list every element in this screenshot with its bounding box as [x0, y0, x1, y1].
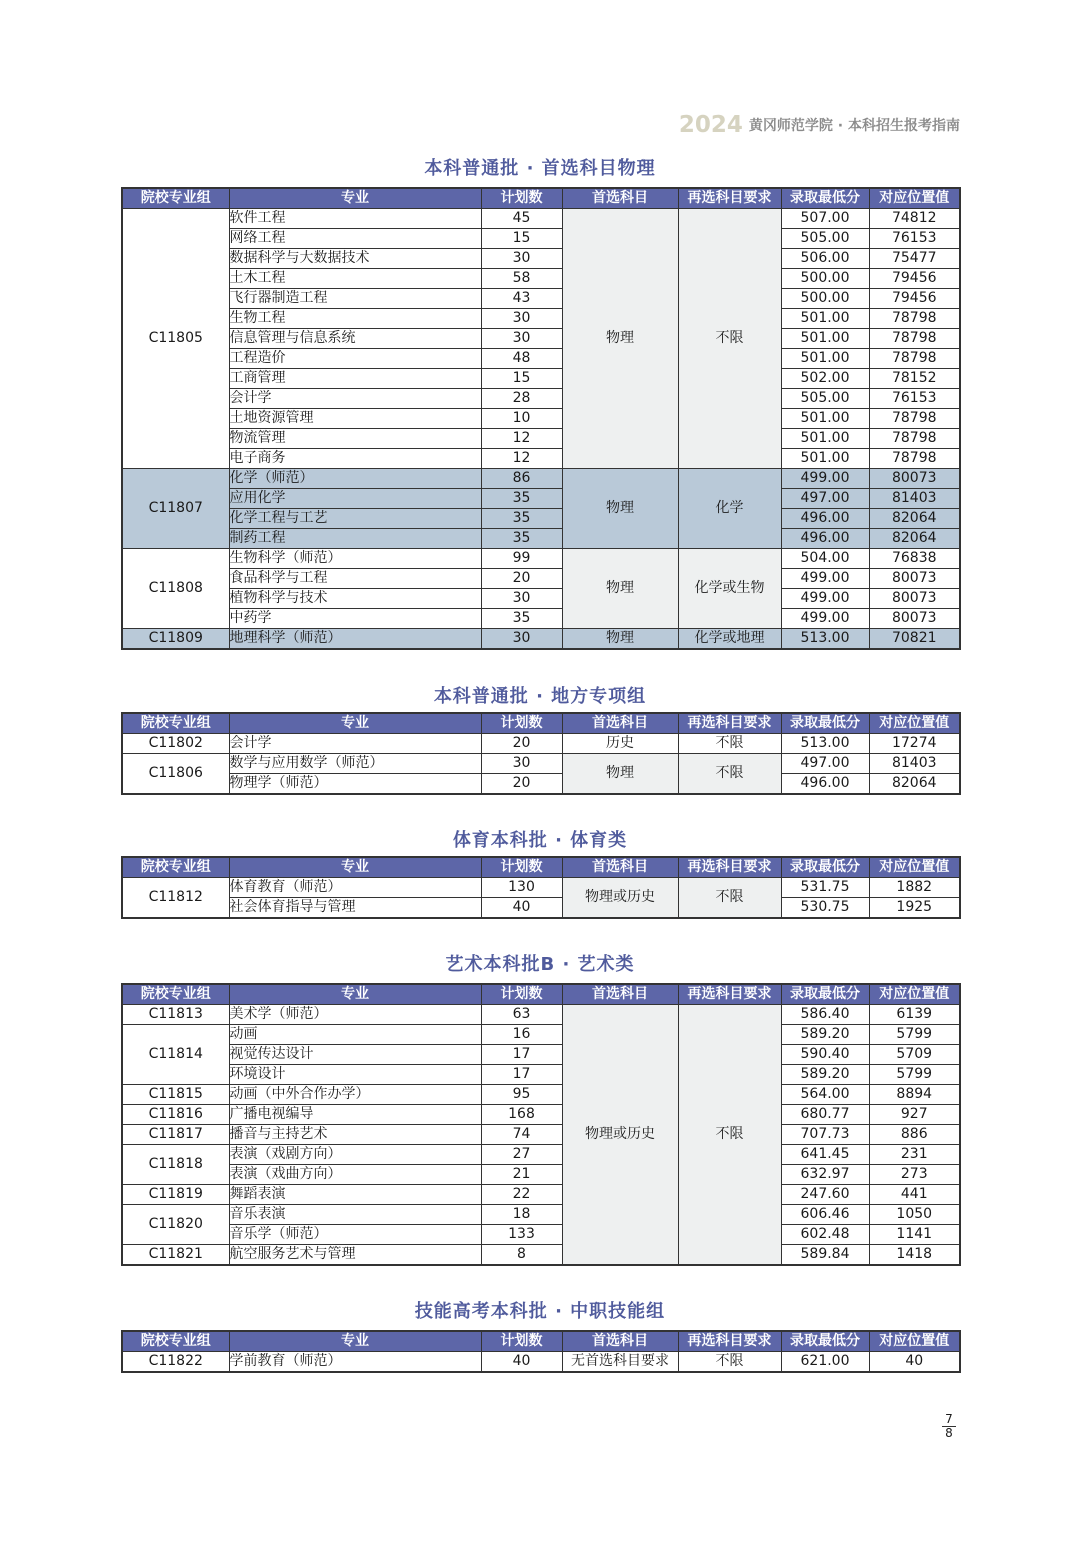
table-row — [122, 609, 960, 629]
rank-value: 82064 — [869, 509, 960, 529]
column-header: 院校专业组 — [122, 984, 229, 1005]
min-score: 500.00 — [781, 289, 869, 309]
major-name: 生物工程 — [229, 309, 481, 329]
first-subject: 物理 — [562, 549, 678, 629]
column-header: 录取最低分 — [781, 1331, 869, 1352]
rank-value: 1418 — [869, 1245, 960, 1266]
major-name: 学前教育（师范） — [229, 1352, 481, 1373]
second-subject: 化学或生物 — [678, 549, 781, 629]
group-code: C11819 — [122, 1185, 229, 1205]
group-code: C11821 — [122, 1245, 229, 1266]
min-score: 589.84 — [781, 1245, 869, 1266]
rank-value: 5709 — [869, 1045, 960, 1065]
rank-value: 78152 — [869, 369, 960, 389]
major-name: 电子商务 — [229, 449, 481, 469]
second-subject: 不限 — [678, 878, 781, 919]
plan-count: 35 — [481, 529, 562, 549]
section-title-3: 体育本科批 · 体育类 — [452, 830, 628, 851]
major-name: 软件工程 — [229, 209, 481, 229]
plan-count: 17 — [481, 1045, 562, 1065]
plan-count: 30 — [481, 329, 562, 349]
min-score: 496.00 — [781, 529, 869, 549]
table-row — [122, 754, 960, 774]
table-row — [122, 349, 960, 369]
group-code: C11820 — [122, 1205, 229, 1245]
group-code: C11818 — [122, 1145, 229, 1185]
table-row — [122, 549, 960, 569]
min-score: 499.00 — [781, 569, 869, 589]
major-name: 航空服务艺术与管理 — [229, 1245, 481, 1266]
major-name: 数据科学与大数据技术 — [229, 249, 481, 269]
group-code: C11806 — [122, 754, 229, 795]
plan-count: 16 — [481, 1025, 562, 1045]
major-name: 化学工程与工艺 — [229, 509, 481, 529]
major-name: 工商管理 — [229, 369, 481, 389]
second-subject: 化学 — [678, 469, 781, 549]
major-name: 表演（戏剧方向） — [229, 1145, 481, 1165]
rank-value: 80073 — [869, 609, 960, 629]
column-header: 再选科目要求 — [678, 857, 781, 878]
min-score: 501.00 — [781, 409, 869, 429]
table-row — [122, 229, 960, 249]
table-header-row — [122, 713, 960, 734]
min-score: 602.48 — [781, 1225, 869, 1245]
table-row — [122, 489, 960, 509]
group-code: C11815 — [122, 1085, 229, 1105]
table-header-row — [122, 857, 960, 878]
min-score: 506.00 — [781, 249, 869, 269]
rank-value: 80073 — [869, 569, 960, 589]
column-header: 对应位置值 — [869, 188, 960, 209]
rank-value: 74812 — [869, 209, 960, 229]
major-name: 土木工程 — [229, 269, 481, 289]
column-header: 专业 — [229, 713, 481, 734]
header-title: 黄冈师范学院 · 本科招生报考指南 — [748, 118, 960, 134]
rank-value: 76153 — [869, 229, 960, 249]
column-header: 对应位置值 — [869, 857, 960, 878]
plan-count: 133 — [481, 1225, 562, 1245]
min-score: 499.00 — [781, 609, 869, 629]
min-score: 496.00 — [781, 509, 869, 529]
min-score: 507.00 — [781, 209, 869, 229]
rank-value: 75477 — [869, 249, 960, 269]
column-header: 计划数 — [481, 857, 562, 878]
major-name: 植物科学与技术 — [229, 589, 481, 609]
rank-value: 17274 — [869, 734, 960, 754]
column-header: 再选科目要求 — [678, 713, 781, 734]
plan-count: 48 — [481, 349, 562, 369]
min-score: 501.00 — [781, 449, 869, 469]
major-name: 动画（中外合作办学） — [229, 1085, 481, 1105]
table-row — [122, 569, 960, 589]
column-header: 对应位置值 — [869, 713, 960, 734]
column-header: 院校专业组 — [122, 188, 229, 209]
rank-value: 78798 — [869, 409, 960, 429]
column-header: 再选科目要求 — [678, 1331, 781, 1352]
min-score: 497.00 — [781, 489, 869, 509]
major-name: 美术学（师范） — [229, 1005, 481, 1025]
second-subject: 化学或地理 — [678, 629, 781, 650]
min-score: 589.20 — [781, 1025, 869, 1045]
plan-count: 74 — [481, 1125, 562, 1145]
column-header: 首选科目 — [562, 1331, 678, 1352]
table-row — [122, 1005, 960, 1025]
major-name: 会计学 — [229, 734, 481, 754]
min-score: 680.77 — [781, 1105, 869, 1125]
table-row — [122, 449, 960, 469]
column-header: 首选科目 — [562, 713, 678, 734]
first-subject: 物理 — [562, 209, 678, 469]
min-score: 513.00 — [781, 629, 869, 650]
plan-count: 21 — [481, 1165, 562, 1185]
plan-count: 86 — [481, 469, 562, 489]
table-row — [122, 289, 960, 309]
group-code: C11822 — [122, 1352, 229, 1373]
plan-count: 15 — [481, 229, 562, 249]
table-row — [122, 878, 960, 898]
table-row — [122, 898, 960, 919]
rank-value: 78798 — [869, 349, 960, 369]
column-header: 院校专业组 — [122, 713, 229, 734]
plan-count: 43 — [481, 289, 562, 309]
plan-count: 28 — [481, 389, 562, 409]
plan-count: 12 — [481, 449, 562, 469]
min-score: 632.97 — [781, 1165, 869, 1185]
plan-count: 130 — [481, 878, 562, 898]
min-score: 531.75 — [781, 878, 869, 898]
rank-value: 82064 — [869, 529, 960, 549]
min-score: 589.20 — [781, 1065, 869, 1085]
plan-count: 30 — [481, 309, 562, 329]
min-score: 505.00 — [781, 389, 869, 409]
plan-count: 20 — [481, 569, 562, 589]
group-code: C11814 — [122, 1025, 229, 1085]
table-row — [122, 629, 960, 650]
first-subject: 物理 — [562, 629, 678, 650]
column-header: 计划数 — [481, 1331, 562, 1352]
table-row — [122, 389, 960, 409]
major-name: 体育教育（师范） — [229, 878, 481, 898]
min-score: 496.00 — [781, 774, 869, 795]
table-art — [121, 983, 961, 1266]
major-name: 工程造价 — [229, 349, 481, 369]
table-row — [122, 1025, 960, 1045]
column-header: 录取最低分 — [781, 188, 869, 209]
table-row — [122, 1065, 960, 1085]
table-row — [122, 1352, 960, 1373]
min-score: 501.00 — [781, 309, 869, 329]
group-code: C11813 — [122, 1005, 229, 1025]
rank-value: 5799 — [869, 1065, 960, 1085]
rank-value: 76153 — [869, 389, 960, 409]
table-sports — [121, 856, 961, 919]
plan-count: 45 — [481, 209, 562, 229]
column-header: 院校专业组 — [122, 857, 229, 878]
major-name: 会计学 — [229, 389, 481, 409]
first-subject: 历史 — [562, 734, 678, 754]
page-number — [942, 1413, 956, 1440]
min-score: 499.00 — [781, 469, 869, 489]
min-score: 504.00 — [781, 549, 869, 569]
major-name: 化学（师范） — [229, 469, 481, 489]
column-header: 对应位置值 — [869, 1331, 960, 1352]
min-score: 501.00 — [781, 329, 869, 349]
rank-value: 886 — [869, 1125, 960, 1145]
rank-value: 80073 — [869, 589, 960, 609]
major-name: 环境设计 — [229, 1065, 481, 1085]
rank-value: 273 — [869, 1165, 960, 1185]
first-subject: 无首选科目要求 — [562, 1352, 678, 1373]
column-header: 再选科目要求 — [678, 188, 781, 209]
table-row — [122, 309, 960, 329]
column-header: 计划数 — [481, 984, 562, 1005]
plan-count: 40 — [481, 1352, 562, 1373]
min-score: 247.60 — [781, 1185, 869, 1205]
min-score: 505.00 — [781, 229, 869, 249]
rank-value: 1925 — [869, 898, 960, 919]
plan-count: 58 — [481, 269, 562, 289]
rank-value: 80073 — [869, 469, 960, 489]
rank-value: 927 — [869, 1105, 960, 1125]
table-row — [122, 1205, 960, 1225]
plan-count: 15 — [481, 369, 562, 389]
column-header: 首选科目 — [562, 857, 678, 878]
rank-value: 1882 — [869, 878, 960, 898]
table-row — [122, 1185, 960, 1205]
table-header-row — [122, 984, 960, 1005]
major-name: 物理学（师范） — [229, 774, 481, 795]
plan-count: 27 — [481, 1145, 562, 1165]
rank-value: 81403 — [869, 489, 960, 509]
section-title-5: 技能高考本科批 · 中职技能组 — [414, 1301, 666, 1322]
plan-count: 40 — [481, 898, 562, 919]
rank-value: 78798 — [869, 429, 960, 449]
rank-value: 6139 — [869, 1005, 960, 1025]
min-score: 501.00 — [781, 349, 869, 369]
major-name: 视觉传达设计 — [229, 1045, 481, 1065]
major-name: 制药工程 — [229, 529, 481, 549]
min-score: 499.00 — [781, 589, 869, 609]
second-subject: 不限 — [678, 734, 781, 754]
group-code: C11808 — [122, 549, 229, 629]
plan-count: 10 — [481, 409, 562, 429]
min-score: 586.40 — [781, 1005, 869, 1025]
rank-value: 441 — [869, 1185, 960, 1205]
rank-value: 78798 — [869, 329, 960, 349]
plan-count: 8 — [481, 1245, 562, 1266]
plan-count: 35 — [481, 489, 562, 509]
major-name: 食品科学与工程 — [229, 569, 481, 589]
column-header: 院校专业组 — [122, 1331, 229, 1352]
column-header: 专业 — [229, 188, 481, 209]
first-subject: 物理 — [562, 754, 678, 795]
min-score: 513.00 — [781, 734, 869, 754]
plan-count: 35 — [481, 509, 562, 529]
table-row — [122, 1085, 960, 1105]
min-score: 564.00 — [781, 1085, 869, 1105]
first-subject: 物理 — [562, 469, 678, 549]
major-name: 应用化学 — [229, 489, 481, 509]
major-name: 音乐表演 — [229, 1205, 481, 1225]
table-row — [122, 269, 960, 289]
rank-value: 70821 — [869, 629, 960, 650]
group-code: C11802 — [122, 734, 229, 754]
rank-value: 79456 — [869, 289, 960, 309]
major-name: 物流管理 — [229, 429, 481, 449]
column-header: 首选科目 — [562, 984, 678, 1005]
plan-count: 95 — [481, 1085, 562, 1105]
rank-value: 5799 — [869, 1025, 960, 1045]
plan-count: 30 — [481, 754, 562, 774]
table-local-special — [121, 712, 961, 795]
column-header: 专业 — [229, 857, 481, 878]
table-row — [122, 1145, 960, 1165]
group-code: C11816 — [122, 1105, 229, 1125]
plan-count: 99 — [481, 549, 562, 569]
major-name: 数学与应用数学（师范） — [229, 754, 481, 774]
column-header: 计划数 — [481, 713, 562, 734]
plan-count: 168 — [481, 1105, 562, 1125]
plan-count: 30 — [481, 629, 562, 650]
major-name: 网络工程 — [229, 229, 481, 249]
group-code: C11812 — [122, 878, 229, 919]
table-row — [122, 589, 960, 609]
section-title-4: 艺术本科批B · 艺术类 — [445, 954, 635, 975]
table-row — [122, 774, 960, 795]
plan-count: 35 — [481, 609, 562, 629]
rank-value: 78798 — [869, 309, 960, 329]
table-row — [122, 1245, 960, 1266]
rank-value: 231 — [869, 1145, 960, 1165]
column-header: 专业 — [229, 1331, 481, 1352]
plan-count: 12 — [481, 429, 562, 449]
section-title-2: 本科普通批 · 地方专项组 — [433, 686, 647, 707]
table-row — [122, 734, 960, 754]
major-name: 动画 — [229, 1025, 481, 1045]
min-score: 500.00 — [781, 269, 869, 289]
table-row — [122, 329, 960, 349]
major-name: 飞行器制造工程 — [229, 289, 481, 309]
table-row — [122, 1105, 960, 1125]
page-header — [679, 112, 960, 138]
page-current: 7 — [945, 1412, 953, 1426]
column-header: 首选科目 — [562, 188, 678, 209]
min-score: 707.73 — [781, 1125, 869, 1145]
major-name: 播音与主持艺术 — [229, 1125, 481, 1145]
group-code: C11805 — [122, 209, 229, 469]
major-name: 音乐学（师范） — [229, 1225, 481, 1245]
table-row — [122, 369, 960, 389]
rank-value: 1141 — [869, 1225, 960, 1245]
table-row — [122, 529, 960, 549]
table-row — [122, 409, 960, 429]
plan-count: 30 — [481, 589, 562, 609]
second-subject: 不限 — [678, 1352, 781, 1373]
page-total: 8 — [942, 1426, 956, 1440]
min-score: 501.00 — [781, 429, 869, 449]
rank-value: 8894 — [869, 1085, 960, 1105]
major-name: 表演（戏曲方向） — [229, 1165, 481, 1185]
plan-count: 20 — [481, 774, 562, 795]
table-physics — [121, 187, 961, 650]
plan-count: 17 — [481, 1065, 562, 1085]
table-row — [122, 1125, 960, 1145]
major-name: 广播电视编导 — [229, 1105, 481, 1125]
major-name: 地理科学（师范） — [229, 629, 481, 650]
group-code: C11807 — [122, 469, 229, 549]
first-subject: 物理或历史 — [562, 1005, 678, 1266]
rank-value: 82064 — [869, 774, 960, 795]
column-header: 对应位置值 — [869, 984, 960, 1005]
rank-value: 79456 — [869, 269, 960, 289]
table-row — [122, 1225, 960, 1245]
min-score: 621.00 — [781, 1352, 869, 1373]
major-name: 舞蹈表演 — [229, 1185, 481, 1205]
major-name: 信息管理与信息系统 — [229, 329, 481, 349]
min-score: 641.45 — [781, 1145, 869, 1165]
second-subject: 不限 — [678, 754, 781, 795]
rank-value: 1050 — [869, 1205, 960, 1225]
table-header-row — [122, 188, 960, 209]
table-row — [122, 1165, 960, 1185]
column-header: 计划数 — [481, 188, 562, 209]
rank-value: 78798 — [869, 449, 960, 469]
major-name: 社会体育指导与管理 — [229, 898, 481, 919]
second-subject: 不限 — [678, 1005, 781, 1266]
min-score: 606.46 — [781, 1205, 869, 1225]
min-score: 497.00 — [781, 754, 869, 774]
table-row — [122, 209, 960, 229]
column-header: 专业 — [229, 984, 481, 1005]
column-header: 录取最低分 — [781, 713, 869, 734]
table-row — [122, 249, 960, 269]
table-row — [122, 509, 960, 529]
rank-value: 76838 — [869, 549, 960, 569]
table-header-row — [122, 1331, 960, 1352]
plan-count: 22 — [481, 1185, 562, 1205]
table-row — [122, 469, 960, 489]
table-vocational — [121, 1330, 961, 1373]
group-code: C11817 — [122, 1125, 229, 1145]
table-row — [122, 429, 960, 449]
min-score: 530.75 — [781, 898, 869, 919]
min-score: 502.00 — [781, 369, 869, 389]
min-score: 590.40 — [781, 1045, 869, 1065]
rank-value: 81403 — [869, 754, 960, 774]
major-name: 土地资源管理 — [229, 409, 481, 429]
section-title-1: 本科普通批 · 首选科目物理 — [424, 158, 656, 179]
first-subject: 物理或历史 — [562, 878, 678, 919]
plan-count: 30 — [481, 249, 562, 269]
major-name: 生物科学（师范） — [229, 549, 481, 569]
column-header: 再选科目要求 — [678, 984, 781, 1005]
group-code: C11809 — [122, 629, 229, 650]
plan-count: 18 — [481, 1205, 562, 1225]
table-row — [122, 1045, 960, 1065]
plan-count: 20 — [481, 734, 562, 754]
column-header: 录取最低分 — [781, 984, 869, 1005]
column-header: 录取最低分 — [781, 857, 869, 878]
header-year: 2024 — [678, 112, 743, 138]
second-subject: 不限 — [678, 209, 781, 469]
plan-count: 63 — [481, 1005, 562, 1025]
major-name: 中药学 — [229, 609, 481, 629]
rank-value: 40 — [869, 1352, 960, 1373]
